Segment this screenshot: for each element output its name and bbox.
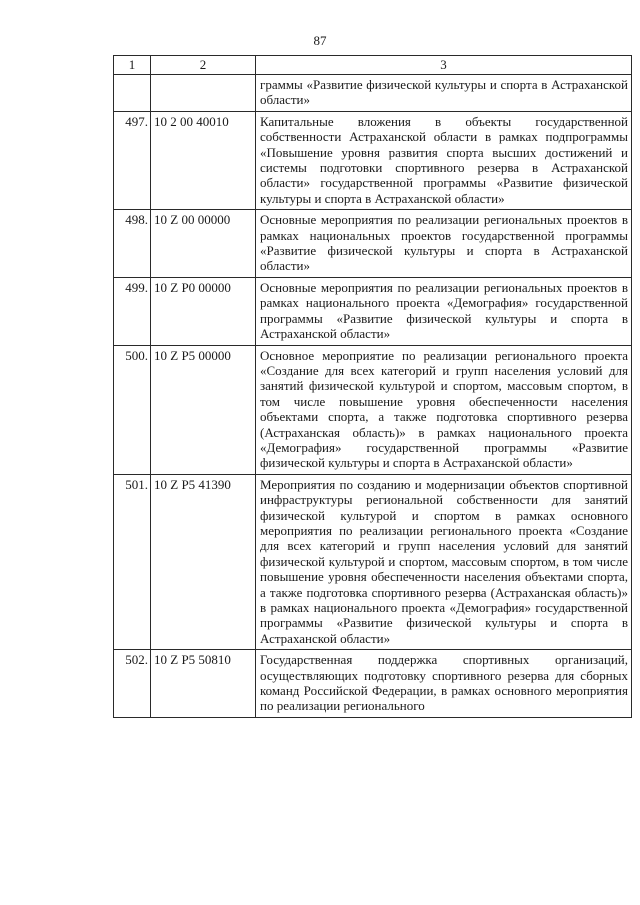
row-number: 498. [114, 210, 151, 278]
classification-code: 10 Z P5 50810 [151, 650, 256, 718]
row-number: 501. [114, 474, 151, 649]
classification-code [151, 75, 256, 112]
row-number: 499. [114, 277, 151, 345]
column-header-3: 3 [256, 56, 632, 75]
page-number: 87 [313, 33, 327, 48]
budget-classification-table [113, 55, 632, 718]
classification-code: 10 2 00 40010 [151, 111, 256, 209]
classification-code: 10 Z P0 00000 [151, 277, 256, 345]
table-row [114, 345, 632, 474]
table-row [114, 277, 632, 345]
table-row [114, 474, 632, 649]
classification-code: 10 Z P5 00000 [151, 345, 256, 474]
row-description: Мероприятия по созданию и модернизации объектов спортивной инфраструктуры региональной собственности для занятий физической культурой и спортом в рамках основного мероприятия по реализации регионального проекта «Создание для всех категорий и групп населения условий для занятий физической культурой и спортом, массовым спортом, в том числе повышение уровня обеспеченности населения объектами спорта, а также подготовка спортивного резерва (Астраханская область)» в рамках национального проекта «Демография» государственной программы «Развитие физической культуры и спорта в Астраханской области» [256, 474, 632, 649]
classification-code: 10 Z 00 00000 [151, 210, 256, 278]
row-number: 497. [114, 111, 151, 209]
row-description: Основные мероприятия по реализации региональных проектов в рамках национального проекта «Демография» государственной программы «Развитие физической культуры и спорта в Астраханской области» [256, 277, 632, 345]
table-row [114, 210, 632, 278]
table-row [114, 111, 632, 209]
table-header-row [114, 56, 632, 75]
row-description: граммы «Развитие физической культуры и спорта в Астраханской области» [256, 75, 632, 112]
table-row [114, 75, 632, 112]
classification-code: 10 Z P5 41390 [151, 474, 256, 649]
column-header-2: 2 [151, 56, 256, 75]
row-description: Государственная поддержка спортивных организаций, осуществляющих подготовку спортивного резерва для сборных команд Российской Федерации, в рамках основного мероприятия по реализации регионального [256, 650, 632, 718]
row-description: Основное мероприятие по реализации регионального проекта «Создание для всех категорий и групп населения условий для занятий физической культурой и спортом, массовым спортом, в том числе повышение уровня обеспеченности населения объектами спорта, а также подготовка спортивного резерва (Астраханская область)» в рамках национального проекта «Демография» государственной программы «Развитие физической культуры и спорта в Астраханской области» [256, 345, 632, 474]
row-number [114, 75, 151, 112]
row-description: Капитальные вложения в объекты государственной собственности Астраханской области в рамках подпрограммы «Повышение уровня развития спорта высших достижений и системы подготовки спортивного резерва в Астраханской области» государственной программы «Развитие физической культуры и спорта в Астраханской области» [256, 111, 632, 209]
column-header-1: 1 [114, 56, 151, 75]
row-description: Основные мероприятия по реализации региональных проектов в рамках национальных проектов государственной программы «Развитие физической культуры и спорта в Астраханской области» [256, 210, 632, 278]
row-number: 502. [114, 650, 151, 718]
table-row [114, 650, 632, 718]
row-number: 500. [114, 345, 151, 474]
